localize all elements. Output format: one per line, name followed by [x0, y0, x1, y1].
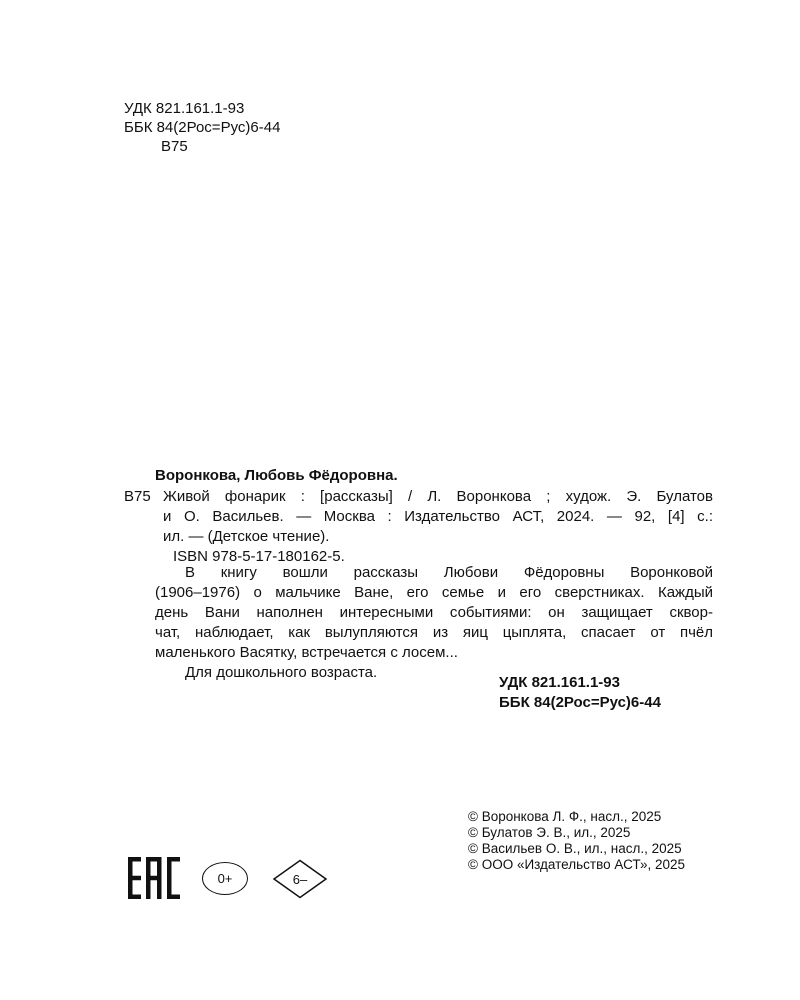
eac-mark — [128, 857, 180, 904]
record-description — [163, 487, 713, 567]
age-rating-diamond — [272, 859, 328, 899]
record-line-1: Живой фонарик : [рассказы] / Л. Воронкова ; худож. Э. Булатов — [163, 488, 713, 505]
copyright-line: © Булатов Э. В., ил., 2025 — [468, 825, 631, 840]
annotation-line-1: В книгу вошли рассказы Любови Фёдоровны Воронковой — [185, 564, 713, 581]
record-isbn: ISBN 978-5-17-180162-5. — [173, 548, 345, 565]
copyright-block — [468, 809, 685, 873]
top-classification — [124, 99, 280, 156]
eac-logo-icon — [128, 857, 180, 899]
record-code: В75 — [124, 488, 151, 505]
bottom-udk: УДК 821.161.1-93 — [499, 674, 620, 691]
annotation-line-2: (1906–1976) о мальчике Ване, его семье и его сверстниках. Каждый — [155, 584, 713, 601]
top-bbk: ББК 84(2Рос=Рус)6-44 — [124, 119, 281, 136]
copyright-line: © Васильев О. В., ил., насл., 2025 — [468, 841, 682, 856]
record-line-2: и О. Васильев. — Москва : Издательство АСТ, 2024. — 92, [4] с.: — [163, 508, 713, 525]
author-heading: Воронкова, Любовь Фёдоровна. — [155, 467, 398, 484]
annotation-line-5: маленького Васятку, встречается с лосем... — [155, 644, 458, 661]
bottom-classification — [499, 673, 661, 713]
annotation — [155, 563, 713, 683]
record-line-3: ил. — (Детское чтение). — [163, 528, 330, 545]
copyright-line: © Воронкова Л. Ф., насл., 2025 — [468, 809, 662, 824]
top-udk: УДК 821.161.1-93 — [124, 100, 245, 117]
annotation-line-3: день Вани наполнен интересными событиями: он защищает сквор- — [155, 604, 713, 621]
copyright-line: © ООО «Издательство АСТ», 2025 — [468, 857, 686, 872]
age-diamond-label: 6– — [292, 871, 308, 887]
annotation-line-4: чат, наблюдает, как вылупляются из яиц цыплята, спасает от пчёл — [155, 624, 713, 641]
top-code: В75 — [161, 138, 188, 155]
bottom-bbk: ББК 84(2Рос=Рус)6-44 — [499, 694, 661, 711]
age-circle-label: 0+ — [217, 871, 233, 886]
age-rating-circle — [202, 862, 248, 895]
annotation-audience: Для дошкольного возраста. — [185, 664, 378, 681]
